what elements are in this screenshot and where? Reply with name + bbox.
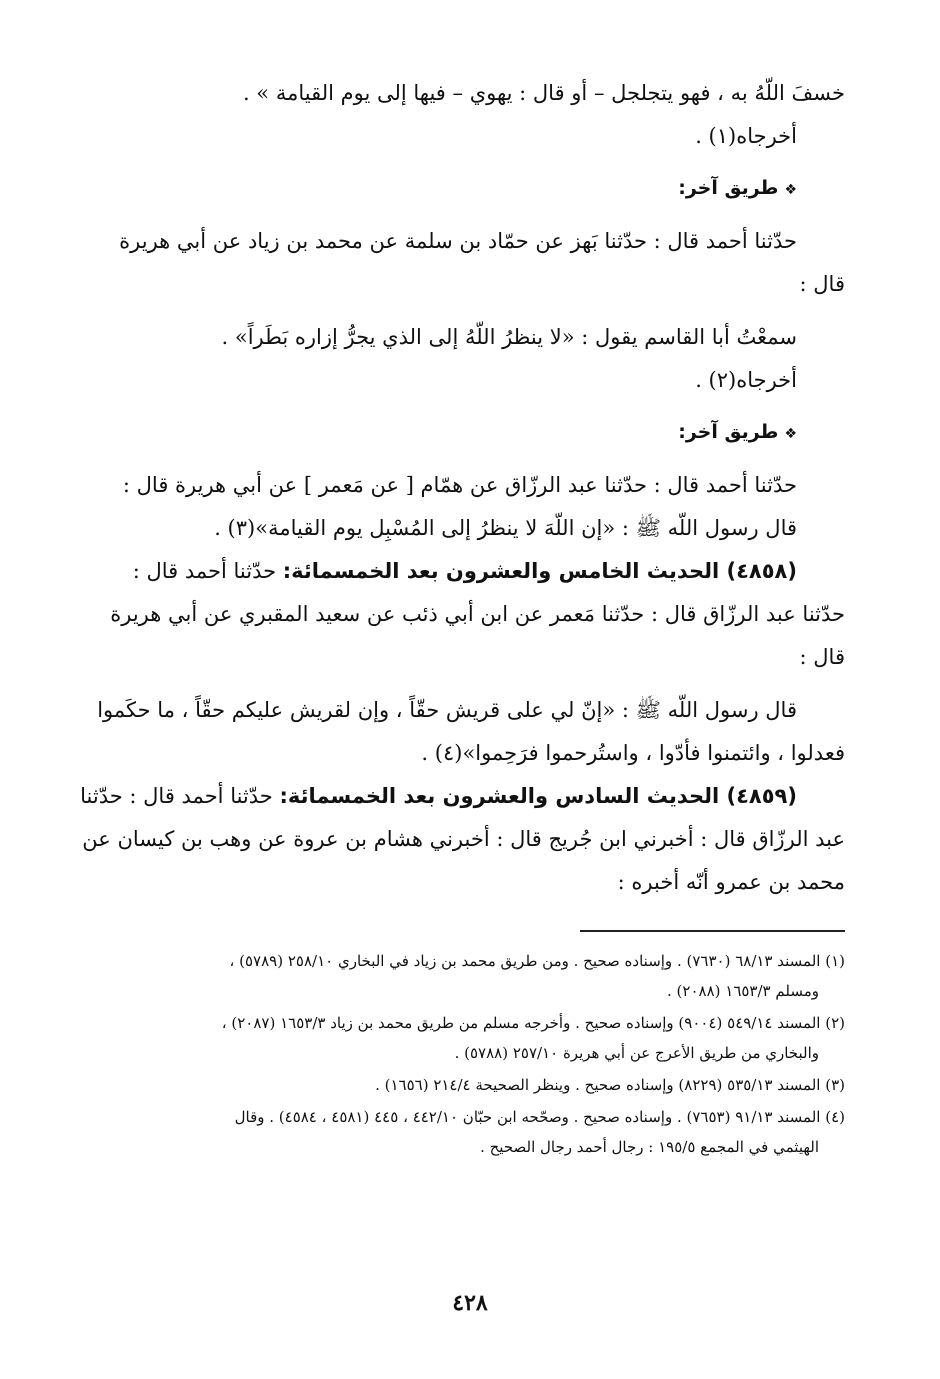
text-line: حدّثنا أحمد قال : حدّثنا عبد الرزّاق عن همّام [ عن مَعمر ] عن أبي هريرة قال : xyxy=(122,473,797,497)
heading-text: طريق آخر: xyxy=(678,421,779,443)
text-line: أخرجاه(١) . xyxy=(695,124,797,148)
footnote-line: (٢) المسند ٥٤٩/١٤ (٩٠٠٤) وإسناده صحيح . وأخرجه مسلم من طريق محمد بن زياد ١٦٥٣/٣ (٢٠٨٧) ، xyxy=(221,1014,845,1032)
text-line: قال : xyxy=(799,645,845,669)
hadith-heading-line xyxy=(78,550,845,593)
text-line: فعدلوا ، وائتمنوا فأدّوا ، واستُرحموا فرَحِموا»(٤) . xyxy=(421,741,845,765)
hadith-title: (٤٨٥٩) الحديث السادس والعشرون بعد الخمسمائة: xyxy=(279,784,797,808)
footnotes xyxy=(78,946,845,1162)
section-heading xyxy=(78,410,845,456)
diamond-icon: ❖ xyxy=(784,426,797,442)
text-span: حدّثنا أحمد قال : حدّثنا xyxy=(80,784,273,808)
footnote-line: ومسلم ١٦٥٣/٣ (٢٠٨٨) . xyxy=(667,982,819,1000)
footnote-divider xyxy=(580,930,845,932)
text-line: خسفَ اللّهُ به ، فهو يتجلجل – أو قال : يهوي – فيها إلى يوم القيامة » . xyxy=(242,81,845,105)
page-body xyxy=(78,72,845,1164)
text-line: عبد الرزّاق قال : أخبرني ابن جُريج قال : أخبرني هشام بن عروة عن وهب بن كيسان عن xyxy=(82,827,845,851)
footnote xyxy=(78,1070,845,1100)
text-span: حدّثنا أحمد قال : xyxy=(132,559,277,583)
text-line: محمد بن عمرو أنّه أخبره : xyxy=(617,870,845,894)
text-line: قال رسول اللّه ﷺ : «إن اللّهَ لا ينظرُ إلى المُسْبِل يوم القيامة»(٣) . xyxy=(214,516,797,540)
section-heading xyxy=(78,166,845,212)
text-line: قال رسول اللّه ﷺ : «إنّ لي على قريش حقّاً ، وإن لقريش عليكم حقّاً ، ما حكَموا xyxy=(97,698,797,722)
text-line: أخرجاه(٢) . xyxy=(695,368,797,392)
footnote-line: (٤) المسند ٩١/١٣ (٧٦٥٣) . وإسناده صحيح . وصحّحه ابن حبّان ٤٤٢/١٠ ، ٤٤٥ (٤٥٨١ ، ٤٥٨٤) . وقال xyxy=(234,1108,845,1126)
footnote-line: (١) المسند ٦٨/١٣ (٧٦٣٠) . وإسناده صحيح . ومن طريق محمد بن زياد في البخاري ٢٥٨/١٠ (٥٧٨٩) ، xyxy=(229,952,845,970)
text-line: سمعْتُ أبا القاسم يقول : «لا ينظرُ اللّهُ إلى الذي يجرُّ إزاره بَطَراً» . xyxy=(221,325,797,349)
diamond-icon: ❖ xyxy=(784,182,797,198)
hadith-title: (٤٨٥٨) الحديث الخامس والعشرون بعد الخمسمائة: xyxy=(282,559,797,583)
footnote-line: (٣) المسند ٥٣٥/١٣ (٨٢٢٩) وإسناده صحيح . وينظر الصحيحة ٢١٤/٤ (١٦٥٦) . xyxy=(375,1076,845,1094)
hadith-heading-line xyxy=(78,775,845,818)
text-line: حدّثنا عبد الرزّاق قال : حدّثنا مَعمر عن ابن أبي ذئب عن سعيد المقبري عن أبي هريرة xyxy=(110,602,845,626)
page-number: ٤٢٨ xyxy=(452,1290,488,1316)
heading-text: طريق آخر: xyxy=(678,177,779,199)
footnote-line: الهيثمي في المجمع ١٩٥/٥ : رجال أحمد رجال الصحيح . xyxy=(480,1138,819,1156)
footnote xyxy=(78,1102,845,1162)
text-line: حدّثنا أحمد قال : حدّثنا بَهز عن حمّاد بن سلمة عن محمد بن زياد عن أبي هريرة xyxy=(119,229,797,253)
text-line: قال : xyxy=(799,272,845,296)
footnote-line: والبخاري من طريق الأعرج عن أبي هريرة ٢٥٧/١٠ (٥٧٨٨) . xyxy=(454,1044,819,1062)
footnote xyxy=(78,946,845,1006)
footnote xyxy=(78,1008,845,1068)
